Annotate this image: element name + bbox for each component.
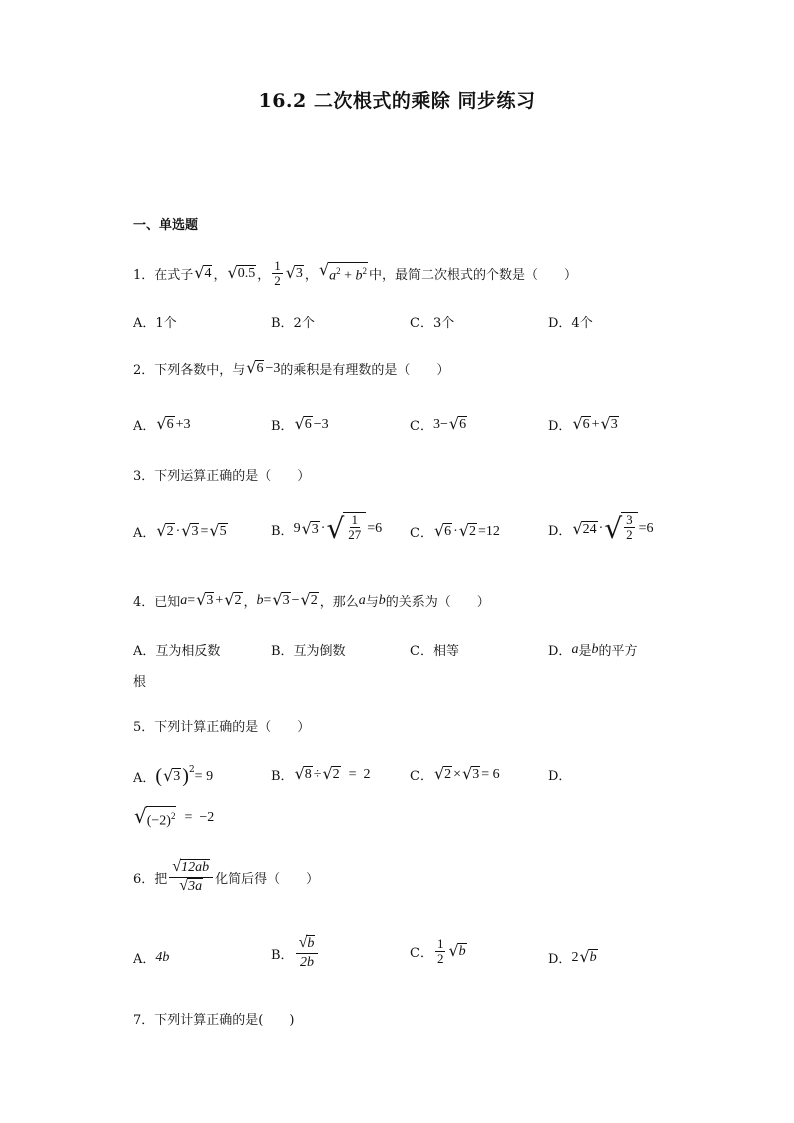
radical: √ $\frac{1}{27}$ <box>326 512 366 546</box>
math-term: +3 <box>175 416 191 432</box>
math-term: × <box>453 766 462 782</box>
question-2 <box>133 359 449 378</box>
page-title: 16.2 二次根式的乘除 同步练习 <box>258 90 536 112</box>
option-letter: D． <box>548 644 572 659</box>
radical: √ $a^2 + b^2$ <box>318 260 368 284</box>
fraction: √ 12ab √ 3a <box>169 859 213 896</box>
radical: √ 2 <box>224 590 242 609</box>
radical: √ 3 <box>196 590 214 609</box>
section-heading: 一、单选题 <box>133 218 199 233</box>
q5-option-d[interactable] <box>548 765 571 784</box>
math-term: =6 <box>638 521 654 536</box>
option-letter: B． <box>271 769 294 784</box>
option-letter: D． <box>548 769 572 784</box>
q1-tail: 中，最简二次根式的个数是（ ） <box>369 268 578 283</box>
q3-option-d[interactable] <box>548 512 654 546</box>
radical: √ 6 <box>156 414 174 433</box>
math-term: =12 <box>478 523 500 539</box>
radical: √ 6 <box>294 414 312 433</box>
q4-option-c[interactable]: C．相等 <box>410 644 459 659</box>
option-letter: B． <box>271 419 294 434</box>
question-1 <box>133 259 577 288</box>
math-term: + <box>215 592 224 608</box>
radical: √ 6 <box>246 358 264 377</box>
math-term: · <box>453 523 458 539</box>
option-letter: A． <box>133 526 156 541</box>
q4-text: 与 <box>365 595 379 610</box>
radical: √ b <box>579 947 597 966</box>
radical: √ 3 <box>301 518 319 538</box>
radical: √ 2 <box>433 764 452 783</box>
radical: √ 5 <box>209 521 227 540</box>
math-term: = <box>200 523 209 539</box>
radical: √ 3 <box>600 414 618 433</box>
radical: √ 0.5 <box>227 263 256 282</box>
q2-option-a[interactable] <box>133 415 191 434</box>
radical: √ 3 <box>272 590 290 609</box>
variable: a <box>180 592 188 608</box>
option-letter: D． <box>548 523 572 539</box>
math-term: = <box>263 592 272 608</box>
math-term: 4b <box>155 949 170 965</box>
math-term: ÷ <box>313 766 322 782</box>
option-letter: C． <box>410 946 433 961</box>
math-term: = 9 <box>194 768 214 784</box>
q3-option-a[interactable] <box>133 522 229 541</box>
question-7: 7．下列计算正确的是( ) <box>133 1013 295 1028</box>
q5-option-c[interactable] <box>410 765 500 784</box>
option-letter: A． <box>133 419 156 434</box>
math-term: 9 <box>293 521 301 536</box>
variable: a <box>358 592 366 608</box>
radical: √ 4 <box>194 263 212 282</box>
paren: ( <box>155 765 163 787</box>
radical: √ 3 <box>462 764 480 783</box>
q4-text: 的关系为（ ） <box>385 595 490 610</box>
radical: √ b <box>448 941 466 960</box>
math-term: · <box>598 521 604 536</box>
q2-option-b[interactable] <box>271 415 329 434</box>
radical: √ 3 <box>285 263 303 282</box>
variable: b <box>378 592 386 608</box>
variable: a <box>571 641 579 657</box>
option-letter: C． <box>410 526 433 541</box>
q4-stem: 4．已知 <box>133 595 181 610</box>
q6-option-c[interactable] <box>410 937 468 966</box>
q4-option-b[interactable]: B．互为倒数 <box>271 644 346 659</box>
radical: √ 3 <box>181 521 199 540</box>
radical: √ 2 <box>156 521 174 540</box>
q6-option-a[interactable] <box>133 948 169 967</box>
option-letter: C． <box>410 419 433 434</box>
question-3: 3．下列运算正确的是（ ） <box>133 469 311 484</box>
q2-stem: 2．下列各数中，与 <box>133 363 246 378</box>
q1-option-d[interactable]: D．4个 <box>548 316 593 331</box>
exponent: 2 <box>188 765 195 775</box>
option-text: 是 <box>578 644 592 659</box>
paren: ) <box>182 765 189 787</box>
radical: √ 2 <box>322 764 340 783</box>
option-letter: D． <box>548 419 572 434</box>
math-term: − <box>291 592 300 608</box>
q6-option-d[interactable] <box>548 948 599 967</box>
q1-option-c[interactable]: C．3个 <box>410 316 455 331</box>
math-term: · <box>320 521 326 536</box>
question-6 <box>133 859 319 896</box>
math-term: 3− <box>432 416 448 432</box>
q5-option-a[interactable] <box>133 765 213 788</box>
q1-option-b[interactable]: B．2个 <box>271 316 315 331</box>
q6-tail: 化简后得（ ） <box>215 872 320 887</box>
question-5: 5．下列计算正确的是（ ） <box>133 720 311 735</box>
radical: √ 6 <box>448 414 467 433</box>
q4-text: ，那么 <box>319 595 359 610</box>
variable: b <box>256 592 264 608</box>
option-letter: C． <box>410 769 433 784</box>
radical: √ 24 <box>572 518 597 538</box>
q2-option-c[interactable] <box>410 415 468 434</box>
q1-option-a[interactable]: A．1个 <box>133 316 177 331</box>
math-term: + <box>591 416 600 432</box>
q3-option-c[interactable] <box>410 522 500 541</box>
separator: ， <box>213 268 227 283</box>
option-letter: B． <box>271 948 294 963</box>
option-letter: A． <box>133 952 156 967</box>
fraction: $\frac{1}{2}$ <box>274 258 281 288</box>
question-4 <box>133 591 490 610</box>
q2-option-d[interactable] <box>548 415 620 434</box>
separator: ， <box>257 268 271 283</box>
radical: √ 3 <box>163 766 181 785</box>
math-term: 2 <box>571 949 579 965</box>
q5-option-b[interactable] <box>271 765 371 784</box>
q4-option-d-wrap: 根 <box>133 675 147 690</box>
math-term: =6 <box>367 521 383 536</box>
math-term: = 6 <box>481 766 500 782</box>
math-term: = 2 <box>341 766 371 782</box>
math-term: −3 <box>313 416 329 432</box>
q4-option-a[interactable]: A．互为相反数 <box>133 644 221 659</box>
math-term: = −2 <box>177 810 215 826</box>
q1-stem: 1．在式子 <box>133 268 194 283</box>
math-term: · <box>175 523 181 539</box>
option-letter: A． <box>133 771 156 786</box>
radical: √ 6 <box>433 521 452 540</box>
q2-tail: 的乘积是有理数的是（ ） <box>280 363 450 378</box>
radical: √ 2 <box>300 590 318 609</box>
separator: ， <box>243 595 257 610</box>
radical: √ 6 <box>572 414 590 433</box>
math-term: −3 <box>265 360 281 376</box>
radical: √ 2 <box>458 521 477 540</box>
q6-stem: 6．把 <box>133 872 168 887</box>
option-letter: B． <box>271 523 294 539</box>
option-letter: D． <box>548 952 572 967</box>
option-text: 的平方 <box>598 644 638 659</box>
math-term: = <box>187 592 196 608</box>
separator: ， <box>304 268 318 283</box>
fraction: √ b 2b <box>296 935 319 972</box>
radical: √ $(-2)^2$ <box>134 804 176 829</box>
q6-option-b[interactable] <box>271 935 320 972</box>
q4-option-d[interactable] <box>548 640 637 659</box>
q3-option-b[interactable] <box>271 512 382 546</box>
radical: √ $\frac{3}{2}$ <box>604 512 637 546</box>
fraction: $\frac{1}{2}$ <box>436 936 444 966</box>
q5-option-d-expression <box>133 806 214 831</box>
radical: √ 8 <box>294 764 312 783</box>
variable: b <box>591 641 599 657</box>
